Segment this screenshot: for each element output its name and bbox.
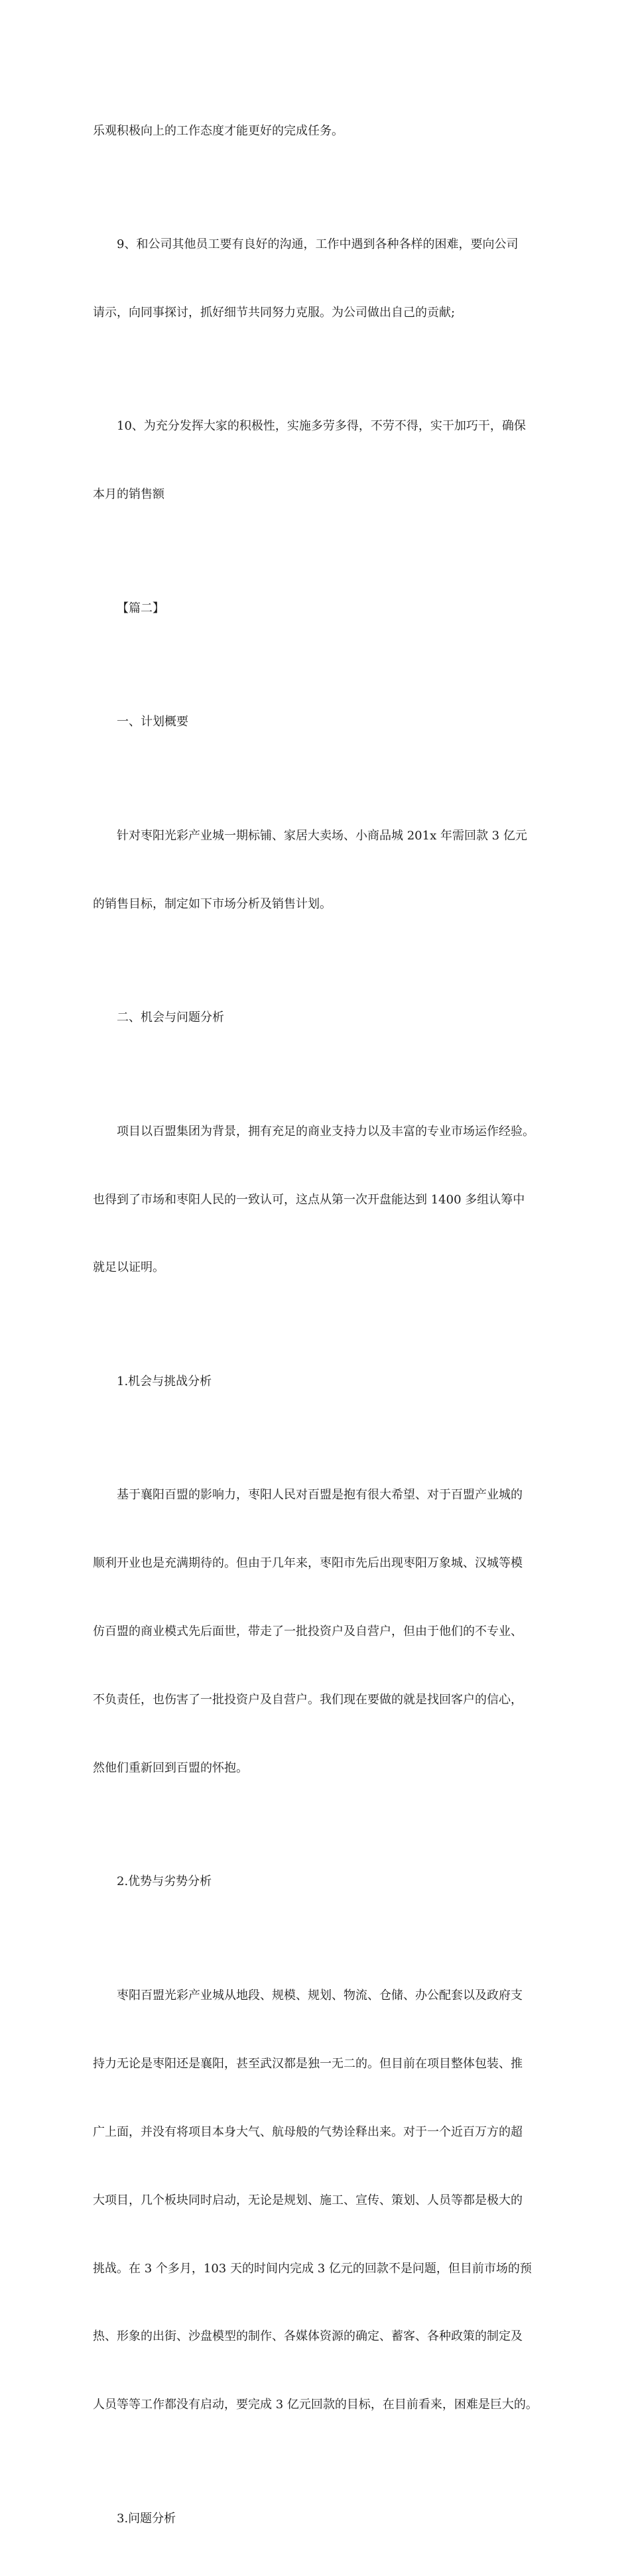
subheading-opportunity-challenge bbox=[93, 1325, 544, 1438]
text-line: 二、机会与问题分析 bbox=[117, 1011, 224, 1025]
text-line: 本月的销售额 bbox=[93, 487, 164, 502]
text-line: 然他们重新回到百盟的怀抱。 bbox=[93, 1760, 248, 1775]
text-line: 挑战。在 3 个多月，103 天的时间内完成 3 亿元的回款不是问题，但目前市场的预 bbox=[93, 2261, 532, 2276]
paragraph bbox=[93, 1075, 544, 1325]
text-line: 9、和公司其他员工要有良好的沟通，工作中遇到各种各样的困难，要向公司 bbox=[117, 237, 519, 252]
text-line: 枣阳百盟光彩产业城从地段、规模、规划、物流、仓储、办公配套以及政府支 bbox=[117, 1988, 523, 2002]
text-line: 针对枣阳光彩产业城一期标铺、家居大卖场、小商品城 201x 年需回款 3 亿元 bbox=[117, 828, 527, 843]
text-line: 1.机会与挑战分析 bbox=[117, 1374, 212, 1388]
text-line: 热、形象的出街、沙盘模型的制作、各媒体资源的确定、蓄客、各种政策的制定及 bbox=[93, 2329, 523, 2344]
text-line: 乐观积极向上的工作态度才能更好的完成任务。 bbox=[93, 123, 344, 138]
paragraph-item-10 bbox=[93, 370, 544, 552]
paragraph bbox=[93, 1939, 544, 2462]
paragraph bbox=[93, 1439, 544, 1825]
text-line: 广上面，并没有将项目本身大气、航母般的气势诠释出来。对于一个近百万方的超 bbox=[93, 2124, 523, 2139]
text-line: 10、为充分发挥大家的积极性，实施多劳多得，不劳不得，实干加巧干，确保 bbox=[117, 419, 526, 434]
text-line: 不负责任，也伤害了一批投资户及自营户。我们现在要做的就是找回客户的信心， bbox=[93, 1693, 523, 1707]
paragraph bbox=[93, 779, 544, 961]
text-line: 基于襄阳百盟的影响力，枣阳人民对百盟是抱有很大希望、对于百盟产业城的 bbox=[117, 1488, 523, 1503]
paragraph bbox=[93, 74, 544, 188]
text-line: 3.问题分析 bbox=[117, 2511, 176, 2526]
text-line: 的销售目标，制定如下市场分析及销售计划。 bbox=[93, 896, 332, 911]
document-body bbox=[93, 74, 544, 2576]
subheading-strength-weakness bbox=[93, 1825, 544, 1939]
text-line: 也得到了市场和枣阳人民的一致认可，这点从第一次开盘能达到 1400 多组认筹中 bbox=[93, 1192, 525, 1207]
text-line: 仿百盟的商业模式先后面世，带走了一批投资户及自营户，但由于他们的不专业、 bbox=[93, 1625, 523, 1639]
subheading-opportunity-analysis bbox=[93, 961, 544, 1075]
text-line: 请示，向同事探讨，抓好细节共同努力克服。为公司做出自己的贡献; bbox=[93, 305, 456, 320]
subheading-plan-summary bbox=[93, 666, 544, 779]
paragraph-item-9 bbox=[93, 188, 544, 369]
text-line: 大项目，几个板块同时启动，无论是规划、施工、宣传、策划、人员等都是极大的 bbox=[93, 2193, 523, 2207]
text-line: 顺利开业也是充满期待的。但由于几年来，枣阳市先后出现枣阳万象城、汉城等模 bbox=[93, 1556, 523, 1571]
text-line: 一、计划概要 bbox=[117, 715, 188, 729]
subheading-problem-analysis bbox=[93, 2462, 544, 2575]
text-line: 持力无论是枣阳还是襄阳，甚至武汉都是独一无二的。但目前在项目整体包装、推 bbox=[93, 2056, 523, 2071]
text-line: 2.优势与劣势分析 bbox=[117, 1874, 212, 1889]
text-line: 项目以百盟集团为背景，拥有充足的商业支持力以及丰富的专业市场运作经验。 bbox=[117, 1124, 535, 1138]
text-line: 【篇二】 bbox=[117, 601, 164, 615]
section-heading bbox=[93, 552, 544, 665]
text-line: 就足以证明。 bbox=[93, 1260, 164, 1275]
text-line: 人员等等工作都没有启动，要完成 3 亿元回款的目标，在目前看来，困难是巨大的。 bbox=[93, 2398, 538, 2412]
